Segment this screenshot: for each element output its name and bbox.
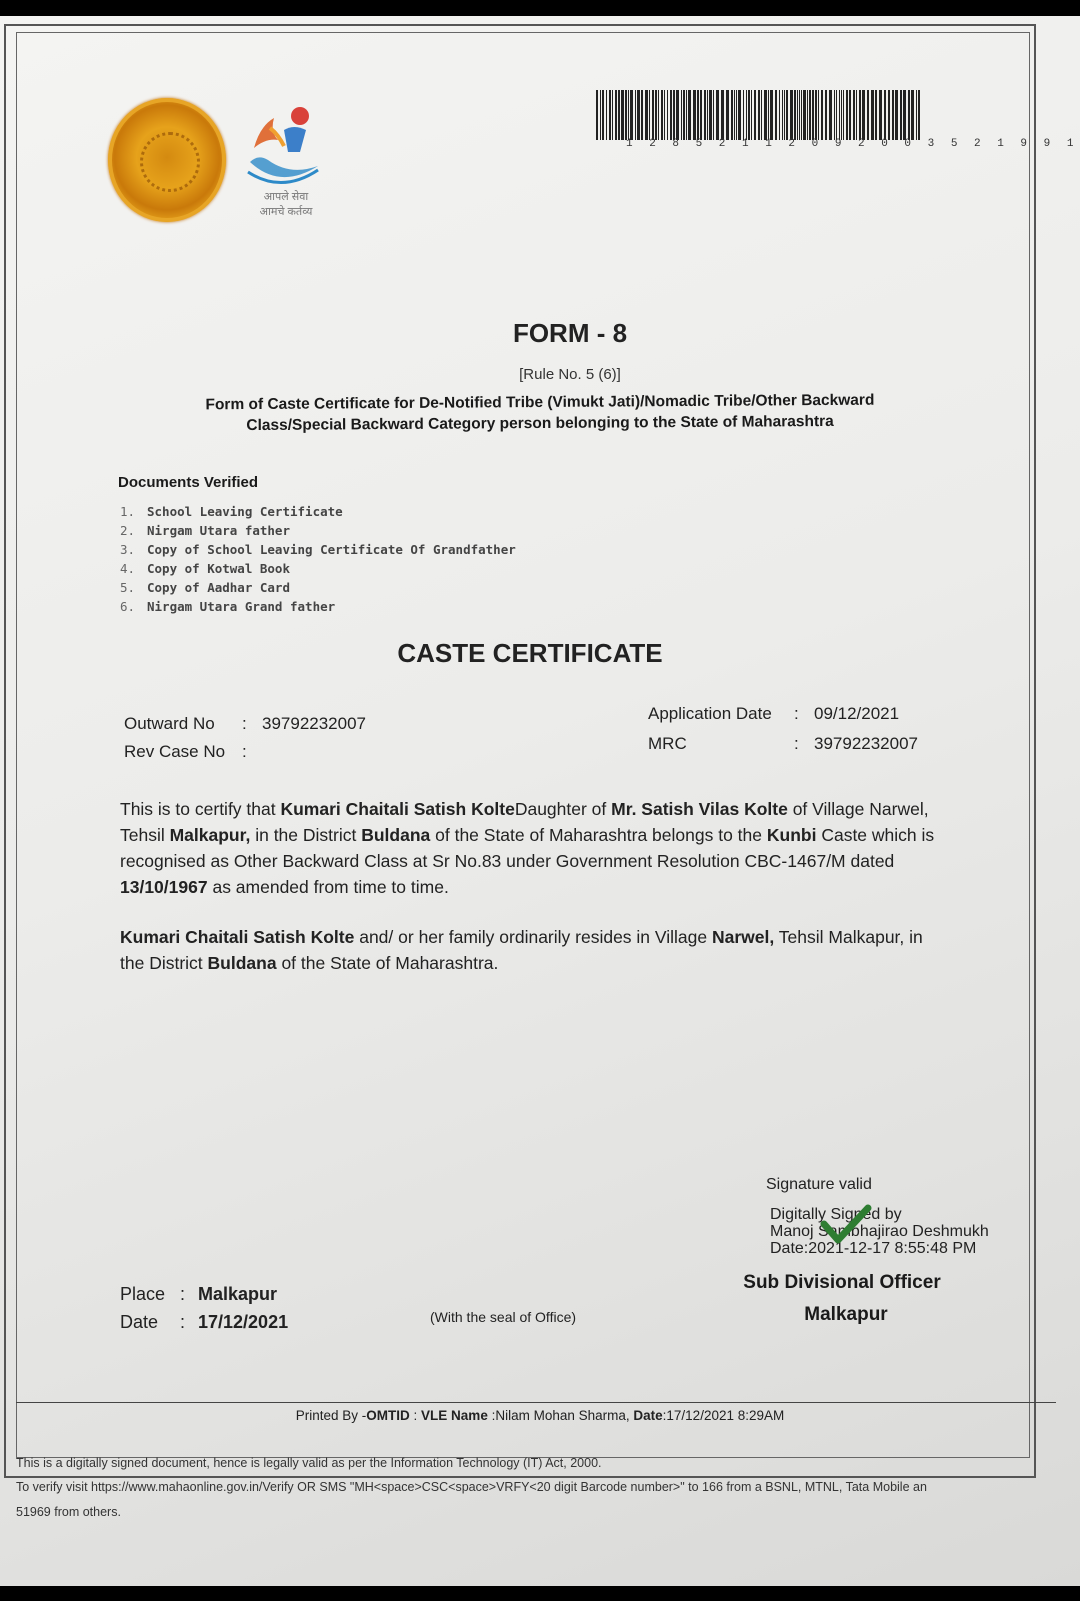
barcode-bar [602,90,604,140]
subtitle-line2: Class/Special Backward Category person belonging to the State of Maharashtra [246,412,834,435]
officer-title: Sub Divisional Officer [743,1272,941,1293]
document-item [120,502,516,521]
text: CBC-1467/M dated [744,851,895,871]
barcode-bar [658,90,659,140]
item-number: 5. [120,580,136,595]
vle-label: VLE Name [421,1408,488,1423]
barcode-bar [892,90,894,140]
barcode-bar [849,90,851,140]
barcode-bar [615,90,617,140]
text: :17/12/2021 8:29AM [662,1408,785,1423]
mrc-field [648,734,918,754]
barcode-bar [758,90,760,140]
colon: : [242,742,247,761]
barcode-bar [875,90,877,140]
item-number: 6. [120,599,136,614]
barcode-bar [867,90,869,140]
omtid-label: OMTID [366,1408,410,1423]
certificate-title: CASTE CERTIFICATE [397,638,663,668]
barcode-bar [825,90,827,140]
outward-value: 39792232007 [262,714,367,733]
officer-office: Malkapur [804,1304,888,1325]
barcode-bar [807,90,808,140]
barcode-bar [731,90,733,140]
barcode-bar [761,90,762,140]
text: Daughter of [514,799,612,819]
barcode-bar [734,90,735,140]
date-label: Date [120,1312,159,1332]
outward-no-field [124,714,366,734]
barcode-bar [686,90,687,140]
barcode-bar [748,90,750,140]
barcode-bar [673,90,675,140]
text: This is to certify that [120,799,281,819]
text: Tehsil [774,927,824,947]
barcode-bar [609,90,611,140]
barcode-bar [625,90,627,140]
barcode-bar [655,90,657,140]
emblem-caption-line1: आपले सेवा [263,191,309,203]
document-item [120,540,516,559]
documents-list [120,502,516,616]
emblem-caption-line2: आमचे कर्तव्य [259,206,313,218]
barcode-bar [600,90,601,140]
rule-number: [Rule No. 5 (6)] [519,366,621,383]
mrc-label: MRC [648,734,687,753]
residence-paragraph [120,924,940,976]
barcode-bar [908,90,910,140]
seal-note: (With the seal of Office) [430,1309,577,1325]
barcode-bar [841,90,842,140]
barcode-bar [879,90,882,140]
barcode-bar [596,90,598,140]
barcode-bar [916,90,917,140]
signature-details [770,1206,1060,1257]
father-name: Mr. Satish Vilas Kolte [611,799,788,819]
barcode-bar [918,90,920,140]
date-field [120,1312,288,1333]
barcode-bar [649,90,650,140]
documents-heading: Documents Verified [118,474,259,491]
barcode-bar [839,90,840,140]
barcode-bar [812,90,814,140]
village-name: Narwel, [711,927,775,947]
document-item [120,559,516,578]
mrc-value: 39792232007 [814,734,919,753]
item-number: 3. [120,542,136,557]
date-label: Date [633,1408,663,1423]
place-field [120,1284,277,1305]
barcode-bar [900,90,902,140]
printed-by-line [0,1408,1080,1423]
barcode-bar [794,90,796,140]
emblem-caption [246,190,326,220]
barcode-bar [784,90,785,140]
item-number: 2. [120,523,136,538]
barcode-bar [843,90,844,140]
rev-case-label: Rev Case No [124,742,226,761]
place-value: Malkapur [198,1284,278,1304]
caste-name: Kunbi [766,825,817,845]
barcode-bar [834,90,835,140]
barcode-bar [859,90,861,140]
item-text: Copy of Kotwal Book [147,561,290,576]
district-name: Buldana [207,953,277,973]
barcode-bar [862,90,865,140]
barcode-bar [641,90,643,140]
item-number: 1. [120,504,136,519]
applicant-name: Kumari Chaitali Satish Kolte [280,799,515,819]
form-title: FORM - 8 [512,318,628,348]
district-name: Buldana [361,825,431,845]
barcode [596,90,922,140]
barcode-bar [743,90,744,140]
colon: : [242,714,247,733]
barcode-bar [645,90,648,140]
application-date-field [648,704,899,724]
colon: : [180,1284,186,1304]
barcode-bar [871,90,874,140]
barcode-bar [736,90,737,140]
barcode-bar [700,90,702,140]
barcode-bar [803,90,806,140]
item-text: Copy of School Leaving Certificate Of Grandfather [147,542,516,557]
barcode-bar [667,90,668,140]
signature-date: Date:2021-12-17 8:55:48 PM [770,1240,977,1257]
barcode-bar [751,90,752,140]
verify-instructions: To verify visit https://www.mahaonline.gov.in/Verify OR SMS "MH<space>CSC<space>VRFY<20 digit Barcode number>" to 166 from a BSNL, MTNL, Tata Mobile an [16,1480,927,1494]
barcode-bar [693,90,696,140]
item-number: 4. [120,561,136,576]
barcode-bar [738,90,741,140]
barcode-bar [637,90,640,140]
text: of the State of Maharashtra belongs to the [430,825,767,845]
barcode-bar [628,90,629,140]
barcode-bar [681,90,682,140]
text: :Nilam Mohan Sharma, [487,1408,634,1423]
item-text: Nirgam Utara father [147,523,290,538]
outward-label: Outward No [124,714,215,733]
barcode-bar [652,90,654,140]
barcode-bar [754,90,756,140]
document-item [120,578,516,597]
place-label: Place [120,1284,166,1304]
barcode-bar [621,90,624,140]
rev-case-field [124,742,262,762]
barcode-bar [779,90,780,140]
barcode-bar [688,90,691,140]
barcode-bar [764,90,767,140]
verify-instructions-cont: 51969 from others. [16,1505,121,1519]
barcode-bar [721,90,724,140]
barcode-bar [790,90,793,140]
text: : [409,1408,422,1423]
barcode-bar [853,90,855,140]
barcode-number: 1 2 8 5 2 1 1 2 0 9 2 0 0 3 5 2 1 9 9 1 [626,138,1079,150]
barcode-bar [618,90,620,140]
signature-checkmark-icon [820,1204,872,1244]
colon: : [794,704,799,723]
barcode-bar [630,90,633,140]
barcode-bar [612,90,613,140]
divider [16,1402,1056,1403]
barcode-bar [836,90,837,140]
barcode-bar [809,90,811,140]
barcode-bar [821,90,823,140]
certification-paragraph [120,796,940,900]
barcode-bar [903,90,906,140]
text: as amended from time to time. [207,877,449,897]
barcode-bar [709,90,712,140]
barcode-bar [670,90,672,140]
barcode-bar [888,90,890,140]
application-date-label: Application Date [648,704,772,723]
applicant-name: Kumari Chaitali Satish Kolte [120,927,355,947]
barcode-bar [884,90,886,140]
item-text: School Leaving Certificate [147,504,343,519]
barcode-bar [818,90,819,140]
barcode-bar [697,90,699,140]
date-value: 17/12/2021 [198,1312,289,1332]
barcode-bar [770,90,773,140]
barcode-bar [635,90,636,140]
barcode-bar [704,90,706,140]
barcode-bar [746,90,747,140]
signed-by-label: Digitally Signed by [770,1206,902,1223]
barcode-bar [801,90,802,140]
text: Caste which is recognised as Other Backward Class at Sr No.83 under Government Resolution [120,825,935,871]
barcode-bar [707,90,708,140]
barcode-bar [726,90,729,140]
barcode-bar [676,90,679,140]
text: of the State of Maharashtra. [276,953,499,973]
application-date-value: 09/12/2021 [814,704,900,723]
barcode-bar [775,90,777,140]
barcode-bar [768,90,769,140]
state-emblem-seal [108,98,226,222]
text: in the District [120,927,923,973]
form-subtitle [40,389,1040,438]
barcode-bar [606,90,607,140]
text: in the District [250,825,362,845]
barcode-bar [713,90,714,140]
barcode-bar [856,90,857,140]
text: Printed By - [295,1408,367,1423]
item-text: Nirgam Utara Grand father [147,599,336,614]
barcode-bar [683,90,685,140]
signer-name: Manoj Sambhajirao Deshmukh [770,1223,989,1240]
barcode-bar [815,90,817,140]
resolution-date: 13/10/1967 [120,877,208,897]
barcode-bar [664,90,665,140]
barcode-bar [829,90,832,140]
barcode-bar [782,90,783,140]
text: and/ or her family ordinarily resides in Village [354,927,712,947]
tehsil-name: Malkapur, [828,927,905,947]
barcode-bar [846,90,848,140]
barcode-bar [911,90,914,140]
barcode-bar [799,90,800,140]
barcode-bar [716,90,719,140]
barcode-bar [895,90,898,140]
subtitle-line1: Form of Caste Certificate for De-Notified Tribe (Vimukt Jati)/Nomadic Tribe/Other Backward [205,391,875,414]
text: of Village [787,799,865,819]
legal-notice: This is a digitally signed document, hence is legally valid as per the Information Technology (IT) Act, 2000. [16,1456,602,1470]
village-name: Narwel [869,799,924,819]
barcode-bar [661,90,663,140]
tehsil-name: Malkapur, [169,825,251,845]
text: , Tehsil [120,799,929,845]
item-text: Copy of Aadhar Card [147,580,290,595]
barcode-bar [797,90,798,140]
document-item [120,597,516,616]
barcode-bar [786,90,788,140]
colon: : [794,734,799,753]
colon: : [180,1312,186,1332]
document-item [120,521,516,540]
signature-valid-label: Signature valid [766,1176,872,1193]
